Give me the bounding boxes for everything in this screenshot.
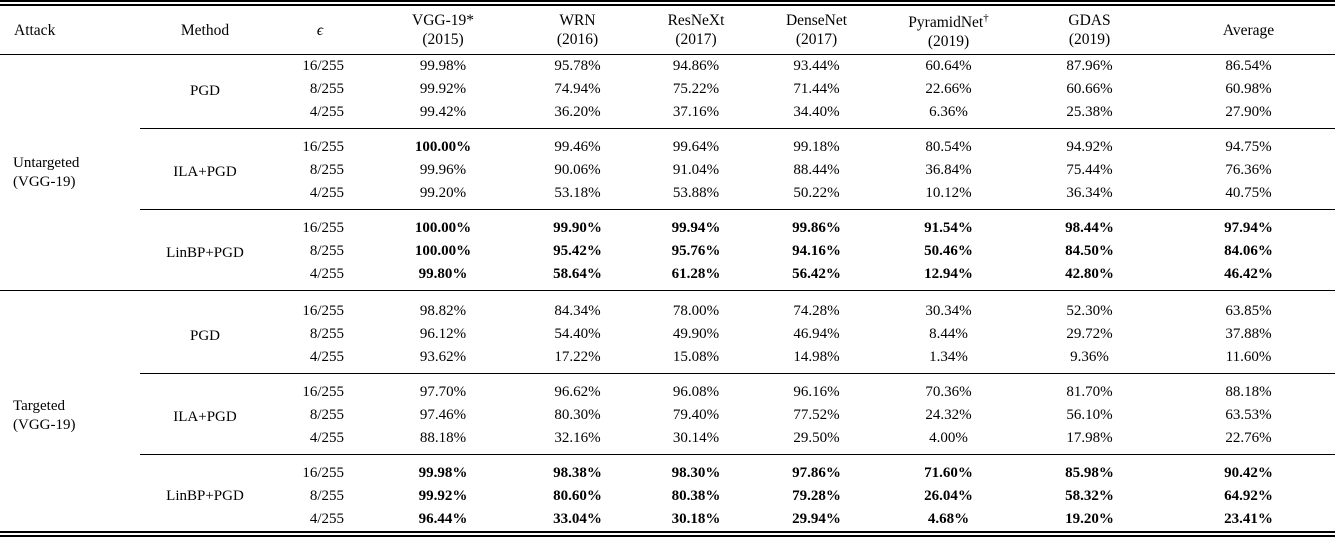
table-row [0,455,1335,486]
metric-value: 100.00% [414,243,472,259]
column-header-vgg19: VGG-19* (2015) [370,3,516,55]
metric-value: 99.92% [418,488,468,504]
metric-value: 80.60% [553,488,602,504]
metric-value: 74.28% [753,291,880,324]
metric-value: 29.94% [792,511,841,527]
metric-value: 99.98% [370,455,516,486]
attack-label-untargeted: Untargeted (VGG-19) [13,154,80,190]
column-header-method: Method [140,3,270,55]
column-header-wrn: WRN (2016) [516,3,639,55]
epsilon-value: 8/255 [309,407,344,423]
metric-value: 98.44% [1017,210,1162,241]
metric-value: 11.60% [1225,349,1272,365]
metric-value: 90.06% [554,162,601,178]
metric-value: 61.28% [671,266,721,282]
column-header-resnext: ResNeXt (2017) [639,3,753,55]
metric-value: 88.18% [419,430,467,446]
metric-value: 80.54% [880,129,1017,160]
epsilon-value: 4/255 [309,266,344,282]
metric-value: 99.90% [516,210,639,241]
metric-value: 99.46% [516,129,639,160]
metric-value: 23.41% [1224,511,1273,527]
metric-value: 49.90% [672,326,720,342]
header-row [0,3,1335,55]
metric-value: 53.88% [672,185,720,201]
metric-value: 75.44% [1066,162,1113,178]
epsilon-value: 16/255 [302,58,344,74]
metric-value: 93.62% [419,349,467,365]
metric-value: 22.66% [925,81,972,97]
column-header-densenet: DenseNet (2017) [753,3,880,55]
metric-value: 60.66% [1066,81,1113,97]
metric-value: 96.16% [753,374,880,405]
metric-value: 30.34% [880,291,1017,324]
metric-value: 95.42% [553,243,602,259]
metric-value: 99.64% [639,129,753,160]
metric-value: 30.18% [671,511,721,527]
metric-value: 91.04% [672,162,720,178]
metric-value: 19.20% [1065,511,1114,527]
metric-value: 71.60% [880,455,1017,486]
metric-value: 26.04% [924,488,973,504]
metric-value: 74.94% [554,81,601,97]
method-label: ILA+PGD [140,129,270,210]
metric-value: 96.08% [639,374,753,405]
metric-value: 94.16% [792,243,841,259]
metric-value: 99.92% [419,81,467,97]
metric-value: 99.86% [753,210,880,241]
method-label: ILA+PGD [140,374,270,455]
metric-value: 88.44% [793,162,840,178]
metric-value: 54.40% [554,326,601,342]
metric-value: 93.44% [793,58,840,74]
metric-value: 97.86% [753,455,880,486]
metric-value: 77.52% [793,407,840,423]
metric-value: 98.38% [516,455,639,486]
metric-value: 71.44% [793,81,840,97]
metric-value: 24.32% [925,407,972,423]
metric-value: 6.36% [929,104,968,120]
metric-value: 76.36% [1225,162,1272,178]
metric-value: 32.16% [554,430,601,446]
metric-value: 96.62% [516,374,639,405]
epsilon-value: 8/255 [309,243,344,259]
metric-value: 99.20% [419,185,467,201]
column-header-pyramidnet: PyramidNet† (2019) [880,3,1017,55]
metric-value: 95.78% [554,58,601,74]
metric-value: 58.64% [553,266,602,282]
method-label: PGD [140,291,270,374]
metric-value: 84.06% [1224,243,1273,259]
metric-value: 56.42% [792,266,841,282]
method-label: LinBP+PGD [140,455,270,535]
metric-value: 84.34% [516,291,639,324]
method-label: PGD [189,83,220,99]
metric-value: 99.18% [753,129,880,160]
metric-value: 70.36% [880,374,1017,405]
metric-value: 4.00% [929,430,968,446]
metric-value: 60.64% [925,58,972,74]
metric-value: 99.98% [419,58,467,74]
epsilon-value: 8/255 [309,326,344,342]
metric-value: 79.40% [672,407,720,423]
metric-value: 97.94% [1162,210,1335,241]
metric-value: 63.53% [1225,407,1272,423]
metric-value: 88.18% [1162,374,1335,405]
metric-value: 79.28% [792,488,841,504]
metric-value: 99.42% [419,104,467,120]
epsilon-value: 16/255 [270,210,370,241]
metric-value: 90.42% [1162,455,1335,486]
table-row [0,291,1335,324]
metric-value: 27.90% [1225,104,1272,120]
epsilon-value: 16/255 [270,374,370,405]
metric-value: 37.88% [1225,326,1272,342]
epsilon-value: 16/255 [270,129,370,160]
table-row [0,129,1335,160]
epsilon-value: 4/255 [309,104,344,120]
epsilon-value: 16/255 [270,291,370,324]
metric-value: 96.12% [419,326,467,342]
metric-value: 1.34% [929,349,968,365]
metric-value: 80.38% [671,488,721,504]
metric-value: 98.82% [370,291,516,324]
metric-value: 10.12% [925,185,972,201]
metric-value: 75.22% [672,81,720,97]
metric-value: 8.44% [929,326,968,342]
column-header-average: Average [1162,3,1335,55]
epsilon-value: 4/255 [309,349,344,365]
metric-value: 4.68% [927,511,970,527]
epsilon-value: 8/255 [309,488,344,504]
metric-value: 42.80% [1065,266,1114,282]
attack-label-targeted: Targeted (VGG-19) [0,291,140,535]
metric-value: 84.50% [1065,243,1114,259]
epsilon-value: 8/255 [309,162,344,178]
column-header-epsilon [270,3,370,55]
metric-value: 53.18% [554,185,601,201]
metric-value: 98.30% [639,455,753,486]
metric-value: 50.22% [793,185,840,201]
metric-value: 85.98% [1017,455,1162,486]
metric-value: 36.20% [554,104,601,120]
metric-value: 96.44% [418,511,468,527]
metric-value: 94.86% [672,58,720,74]
method-label: LinBP+PGD [140,210,270,291]
metric-value: 52.30% [1017,291,1162,324]
metric-value: 87.96% [1066,58,1113,74]
metric-value: 91.54% [880,210,1017,241]
metric-value: 63.85% [1162,291,1335,324]
metric-value: 78.00% [639,291,753,324]
metric-value: 94.75% [1162,129,1335,160]
metric-value: 56.10% [1066,407,1113,423]
metric-value: 97.70% [370,374,516,405]
table-row [0,55,1335,79]
metric-value: 25.38% [1066,104,1113,120]
metric-value: 94.92% [1017,129,1162,160]
epsilon-value: 16/255 [270,455,370,486]
table-row [0,210,1335,241]
metric-value: 15.08% [672,349,720,365]
epsilon-value: 4/255 [309,185,344,201]
metric-value: 37.16% [672,104,720,120]
epsilon-symbol: ϵ [316,21,324,39]
metric-value: 36.84% [925,162,972,178]
metric-value: 80.30% [554,407,601,423]
metric-value: 50.46% [924,243,973,259]
metric-value: 81.70% [1017,374,1162,405]
metric-value: 17.22% [554,349,601,365]
metric-value: 36.34% [1066,185,1113,201]
metric-value: 14.98% [793,349,840,365]
epsilon-value: 4/255 [309,511,344,527]
metric-value: 29.50% [793,430,840,446]
column-header-gdas: GDAS (2019) [1017,3,1162,55]
metric-value: 9.36% [1070,349,1109,365]
metric-value: 64.92% [1224,488,1273,504]
table-row [0,374,1335,405]
epsilon-value: 8/255 [309,81,344,97]
epsilon-value: 4/255 [309,430,344,446]
metric-value: 22.76% [1225,430,1272,446]
column-header-attack: Attack [0,3,140,55]
metric-value: 60.98% [1225,81,1272,97]
metric-value: 34.40% [793,104,840,120]
metric-value: 29.72% [1066,326,1113,342]
metric-value: 100.00% [370,210,516,241]
metric-value: 12.94% [924,266,973,282]
metric-value: 17.98% [1066,430,1113,446]
metric-value: 97.46% [419,407,467,423]
metric-value: 99.96% [419,162,467,178]
metric-value: 99.80% [418,266,468,282]
metric-value: 46.42% [1224,266,1273,282]
metric-value: 58.32% [1065,488,1114,504]
metric-value: 95.76% [671,243,721,259]
dagger-footnote-mark: † [983,11,989,24]
metric-value: 46.94% [793,326,840,342]
metric-value: 99.94% [639,210,753,241]
metric-value: 40.75% [1225,185,1272,201]
metric-value: 30.14% [672,430,720,446]
metric-value: 86.54% [1225,58,1272,74]
metric-value: 100.00% [370,129,516,160]
metric-value: 33.04% [553,511,602,527]
